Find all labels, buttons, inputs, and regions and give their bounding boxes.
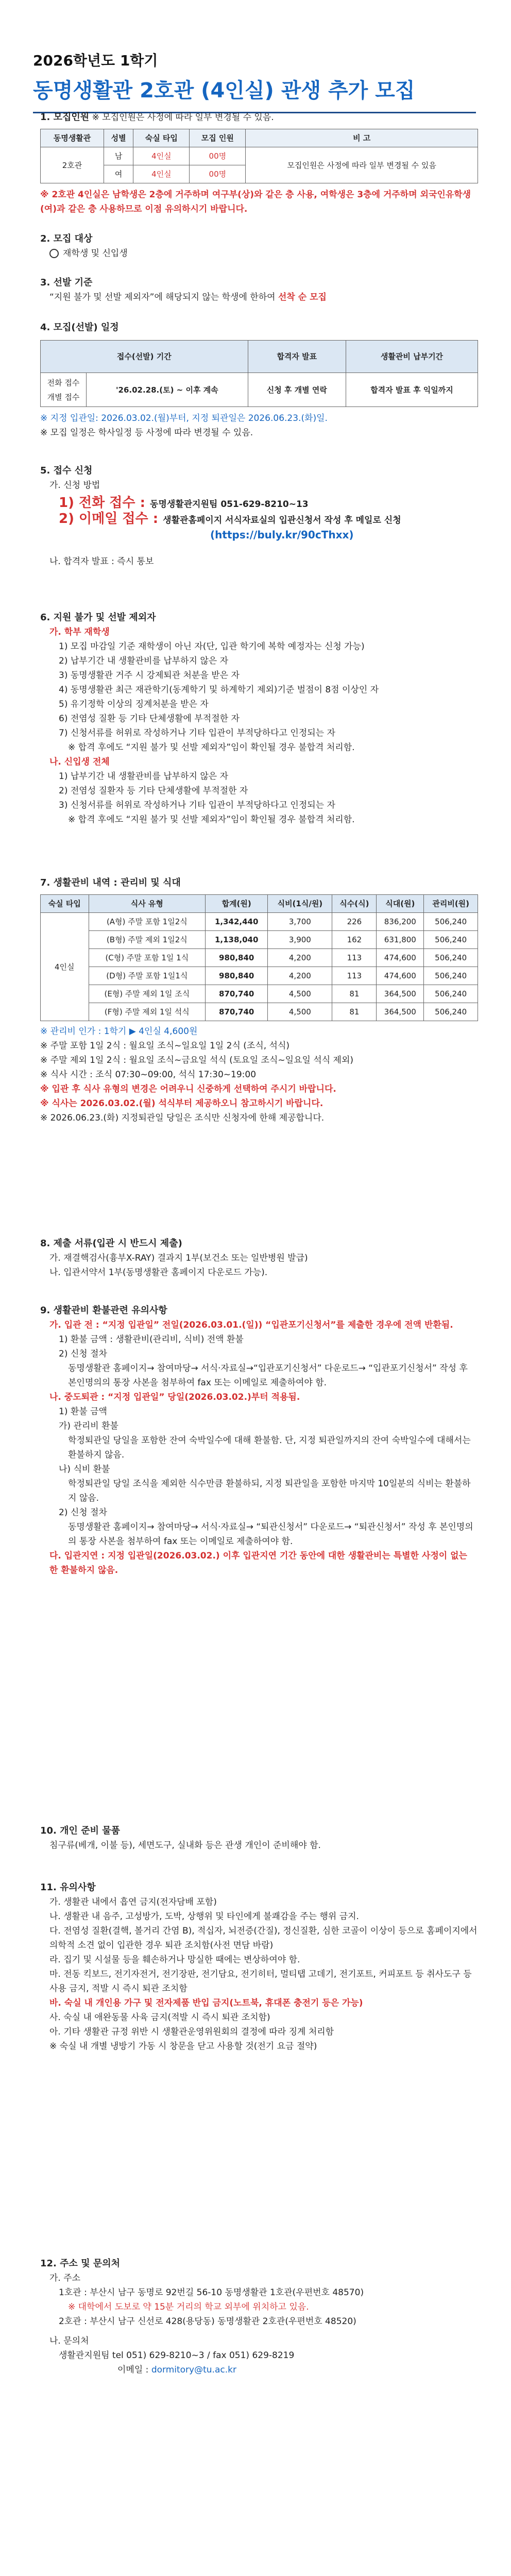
col-header: 성별 (104, 129, 133, 147)
section-criteria (40, 276, 478, 304)
contact-phone: 생활관지원팀 tel 051) 629-8210~3 / fax 051) 629-8219 (59, 2350, 295, 2361)
table-cell: (C형) 주말 포함 1일 1식 (89, 949, 206, 967)
table-cell: 전화 접수 개별 접수 (41, 373, 87, 407)
table-cell: (A형) 주말 포함 1일2식 (89, 913, 206, 931)
table-cell: 1,138,040 (206, 931, 268, 949)
table-cell: 226 (332, 913, 377, 931)
section-title: 10. 개인 준비 물품 (40, 1825, 121, 1836)
form-link[interactable]: (https://buly.kr/90cThxx) (210, 529, 354, 541)
section-title: 2. 모집 대상 (40, 233, 93, 244)
fee-note: ※ 관리비 인가 : 1학기 ▶ 4인실 4,600원 (40, 1026, 198, 1037)
section-refund (40, 1303, 478, 1578)
warning-text: ※ 숙실 내 개별 냉방기 가동 시 창문을 닫고 사용할 것(전기 요금 절약) (49, 2041, 317, 2052)
warning-text: ※ 2호관 4인실은 남학생은 2층에 거주하며 여구부(상)와 같은 층 사용, 여학생은 3층에 거주하며 외국인유학생(여)과 같은 층 사용하므로 이점 유의하시기 바랍니다. (40, 190, 471, 214)
sub-heading: 다. 입관지연 : 지정 입관일(2026.03.02.) 이후 입관지연 기간 동안에 대한 생활관비는 특별한 사정이 없는 한 환불하지 않음. (49, 1551, 467, 1575)
section-note: ※ 모집인원은 사정에 따라 일부 변경될 수 있음. (92, 112, 274, 123)
list-item: 가. 재결핵검사(흉부X-RAY) 결과지 1부(보건소 또는 일반병원 발급) (49, 1253, 308, 1263)
sub-heading: 가. 신청 방법 (49, 480, 100, 490)
list-item: 마. 전동 킥보드, 전기자전거, 전기장판, 전기담요, 전기히터, 멀티탭 고데기, 전기포트, 커피포트 등 취사도구 등 사용 금지, 적발 시 즉시 퇴관 조치함 (49, 1969, 472, 1994)
phone-value: 동명생활관지원팀 051-629-8210~13 (150, 499, 309, 510)
col-header: 생활관비 납부기간 (346, 341, 478, 373)
col-header: 숙실 타입 (41, 895, 89, 913)
fee-warning: ※ 식사는 2026.03.02.(월) 석식부터 제공하오니 참고하시기 바랍니다. (40, 1098, 323, 1109)
col-header: 모집 인원 (190, 129, 246, 147)
fee-note: ※ 주말 제외 1일 2식 : 월요일 조식~금요일 석식 (토요일 조식~일요일 석식 제외) (40, 1055, 354, 1065)
table-cell: 1,342,440 (206, 913, 268, 931)
section-fees (40, 876, 478, 1125)
table-cell: 2호관 (41, 147, 104, 183)
table-cell: 모집인원은 사정에 따라 일부 변경될 수 있음 (246, 147, 478, 183)
list-item: 학정퇴관일 당일 조식을 제외한 식수만큼 환불하되, 지정 퇴관일을 포함한 마지막 10일분의 식비는 환불하지 않음. (68, 1479, 471, 1503)
col-header: 식대(원) (377, 895, 424, 913)
sub-heading: 나. 신입생 전체 (49, 757, 110, 767)
list-item: 라. 집기 및 시설물 등을 훼손하거나 망실한 때에는 변상하여야 함. (49, 1955, 300, 1965)
section-title: 11. 유의사항 (40, 1882, 96, 1893)
table-cell: 00명 (190, 165, 246, 183)
table-cell: 3,700 (268, 913, 332, 931)
section-title: 1. 모집인원 (40, 112, 90, 123)
col-header: 합계(원) (206, 895, 268, 913)
list-item: 나. 생활관 내 음주, 고성방가, 도박, 상행위 및 타인에게 불쾌감을 주는 행위 금지. (49, 1911, 359, 1922)
schedule-table (40, 340, 478, 407)
target-item: 재학생 및 신입생 (63, 248, 128, 259)
list-item: 나) 식비 환불 (59, 1464, 110, 1475)
section-title: 8. 제출 서류(입관 시 반드시 제출) (40, 1238, 182, 1249)
table-cell: 506,240 (424, 985, 478, 1003)
sub-heading: 가. 주소 (49, 2273, 81, 2283)
sub-heading: 나. 중도퇴관 : “지정 입관일” 당일(2026.03.02.)부터 적용됨. (49, 1392, 300, 1402)
address-note: ※ 대학에서 도보로 약 15분 거리의 학교 외부에 위치하고 있음. (68, 2302, 309, 2312)
section-supplies (40, 1824, 478, 1853)
table-cell: 4,500 (268, 985, 332, 1003)
notice-year: 2026학년도 1학기 (33, 52, 158, 69)
table-cell: 870,740 (206, 1003, 268, 1021)
supplies-text: 침구류(베개, 이불 등), 세면도구, 실내화 등은 관생 개인이 준비해야 함. (49, 1840, 321, 1851)
schedule-note: ※ 지정 입관일: 2026.03.02.(월)부터, 지정 퇴관일은 2026.06.23.(화)일. (40, 413, 328, 423)
table-cell: 364,500 (377, 1003, 424, 1021)
section-title: 6. 지원 불가 및 선발 제외자 (40, 612, 156, 623)
col-header: 식수(식) (332, 895, 377, 913)
list-item: 1) 납부기간 내 생활관비를 납부하지 않은 자 (59, 771, 229, 782)
section-title: 12. 주소 및 문의처 (40, 2258, 121, 2269)
circle-bullet-icon (49, 249, 59, 258)
fee-table (40, 894, 478, 1021)
list-item: 2) 신청 절차 (59, 1349, 107, 1359)
section-contact (40, 2257, 478, 2377)
table-cell: 506,240 (424, 913, 478, 931)
contact-email-link[interactable]: dormitory@tu.ac.kr (151, 2365, 236, 2375)
table-cell: 3,900 (268, 931, 332, 949)
phone-label: 1) 전화 접수 : (59, 495, 150, 511)
table-cell: 506,240 (424, 931, 478, 949)
list-item: 다. 전염성 질환(결핵, 볼거리 간염 B), 적십자, 뇌전증(간질), 정신질환, 심한 코골이 이상이 등으로 홈페이지에서 의학적 소견 없이 입관한 경우 퇴관 조치함(사전 면담 바람) (49, 1926, 478, 1951)
list-item: 학정퇴관일 당일을 포함한 잔여 숙박일수에 대해 환불함. 단, 지정 퇴관일까지의 잔여 숙박일수에 대해서는 환불하지 않음. (68, 1435, 471, 1460)
table-cell: 113 (332, 949, 377, 967)
table-cell: 631,800 (377, 931, 424, 949)
table-cell: 4,500 (268, 1003, 332, 1021)
section-target (40, 232, 478, 261)
notice-header (33, 49, 476, 113)
announce-text: 나. 합격자 발표 : 즉시 통보 (49, 556, 154, 567)
table-cell: 신청 후 개별 연락 (248, 373, 346, 407)
table-cell: 합격자 발표 후 익일까지 (346, 373, 478, 407)
sub-heading: 나. 문의처 (49, 2336, 89, 2346)
list-item: ※ 합격 후에도 “지원 불가 및 선발 제외자”임이 확인될 경우 불합격 처리함. (68, 742, 355, 753)
table-cell: '26.02.28.(토) ~ 이후 계속 (87, 373, 248, 407)
schedule-note: ※ 모집 일정은 학사일정 등 사정에 따라 변경될 수 있음. (40, 428, 253, 438)
table-cell: (D형) 주말 포함 1일1식 (89, 967, 206, 985)
col-header: 관리비(원) (424, 895, 478, 913)
fee-warning: ※ 입관 후 식사 유형의 변경은 어려우니 신중하게 선택하여 주시기 바랍니다. (40, 1084, 336, 1094)
list-item: 가) 관리비 환불 (59, 1421, 118, 1431)
table-cell: 4인실 (133, 165, 190, 183)
recruit-table (40, 129, 478, 183)
section-title: 3. 선발 기준 (40, 277, 93, 288)
list-item: 동명생활관 홈페이지→ 참여마당→ 서식·자료실→ “퇴관신청서” 다운로드→ “퇴관신청서” 작성 후 본인명의의 통장 사본을 첨부하여 fax 또는 이메일로 제출하여야 함. (68, 1522, 473, 1547)
list-item: 가. 생활관 내에서 흡연 금지(전자담배 포함) (49, 1897, 217, 1907)
section-title: 7. 생활관비 내역 : 관리비 및 식대 (40, 877, 181, 888)
list-item: 바. 숙실 내 개인용 가구 및 전자제품 반입 금지(노트북, 휴대폰 충전기 등은 가능) (49, 1998, 363, 2008)
list-item: 나. 입관서약서 1부(동명생활관 홈페이지 다운로드 가능). (49, 1267, 268, 1278)
email-label: 2) 이메일 접수 : (59, 511, 163, 527)
table-cell: (B형) 주말 제외 1일2식 (89, 931, 206, 949)
col-header: 동명생활관 (41, 129, 104, 147)
col-header: 비 고 (246, 129, 478, 147)
table-cell: 364,500 (377, 985, 424, 1003)
list-item: 7) 신청서류를 허위로 작성하거나 기타 입관이 부적당하다고 인정되는 자 (59, 728, 335, 738)
section-title: 9. 생활관비 환불관련 유의사항 (40, 1305, 167, 1316)
table-cell: 4인실 (133, 147, 190, 165)
email-value: 생활관홈페이지 서식자료실의 입관신청서 작성 후 메일로 신청 (163, 515, 401, 526)
fee-note: ※ 주말 포함 1일 2식 : 월요일 조식~일요일 1일 2식 (조식, 석식) (40, 1041, 290, 1051)
col-header: 식사 유형 (89, 895, 206, 913)
address-item: 1호관 : 부산시 남구 동명로 92번길 56-10 동명생활관 1호관(우편번호 48570) (59, 2287, 364, 2298)
section-exclusions (40, 611, 478, 827)
address-item: 2호관 : 부산시 남구 신선로 428(용당동) 동명생활관 2호관(우편번호 48520) (59, 2316, 356, 2327)
list-item: 2) 전염성 질환자 등 기타 단체생활에 부적절한 자 (59, 786, 248, 796)
col-header: 합격자 발표 (248, 341, 346, 373)
fee-note: ※ 식사 시간 : 조식 07:30~09:00, 석식 17:30~19:00 (40, 1070, 257, 1080)
table-cell: 870,740 (206, 985, 268, 1003)
section-title: 5. 접수 신청 (40, 465, 93, 476)
list-item: 사. 숙실 내 애완동물 사육 금지(적발 시 즉시 퇴관 조치함) (49, 2012, 270, 2023)
criteria-highlight: 선착 순 모집 (278, 292, 327, 302)
table-cell: 980,840 (206, 949, 268, 967)
table-cell: 남 (104, 147, 133, 165)
sub-heading: 가. 입관 전 : “지정 입관일” 전일(2026.03.01.(일)) “입관포기신청서”를 제출한 경우에 전액 반환됨. (49, 1320, 453, 1330)
list-item: 5) 유기정학 이상의 징계처분을 받은 자 (59, 699, 209, 709)
list-item: 3) 신청서류를 허위로 작성하거나 기타 입관이 부적당하다고 인정되는 자 (59, 800, 335, 810)
col-header: 식비(1식/원) (268, 895, 332, 913)
section-cautions (40, 1880, 478, 2054)
list-item: 2) 납부기간 내 생활관비를 납부하지 않은 자 (59, 656, 229, 666)
col-header: 숙실 타입 (133, 129, 190, 147)
table-cell: 4인실 (41, 913, 89, 1021)
table-cell: 162 (332, 931, 377, 949)
email-label: 이메일 : (117, 2365, 151, 2375)
list-item: 1) 환불 금액 (59, 1406, 107, 1417)
table-cell: 474,600 (377, 949, 424, 967)
notice-title: 동명생활관 2호관 (4인실) 관생 추가 모집 (33, 79, 415, 103)
list-item: 3) 동명생활관 거주 시 강제퇴관 처분을 받은 자 (59, 670, 240, 681)
table-cell: 836,200 (377, 913, 424, 931)
table-cell: 506,240 (424, 949, 478, 967)
table-cell: 980,840 (206, 967, 268, 985)
section-title: 4. 모집(선발) 일정 (40, 322, 119, 333)
table-cell: 474,600 (377, 967, 424, 985)
section-apply (40, 464, 478, 569)
table-cell: 00명 (190, 147, 246, 165)
table-cell: 4,200 (268, 967, 332, 985)
table-cell: (F형) 주말 제외 1일 석식 (89, 1003, 206, 1021)
list-item: 2) 신청 절차 (59, 1507, 107, 1518)
list-item: ※ 합격 후에도 “지원 불가 및 선발 제외자”임이 확인될 경우 불합격 처리함. (68, 815, 355, 825)
section-recruit-count (40, 110, 478, 216)
criteria-text: “지원 불가 및 선발 제외자”에 해당되지 않는 학생에 한하여 (49, 292, 278, 302)
sub-heading: 가. 학부 재학생 (49, 627, 110, 637)
table-cell: (E형) 주말 제외 1일 조식 (89, 985, 206, 1003)
fee-note: ※ 2026.06.23.(화) 지정퇴관일 당일은 조식만 신청자에 한해 제공합니다. (40, 1113, 325, 1123)
table-cell: 여 (104, 165, 133, 183)
section-schedule (40, 320, 478, 440)
col-header: 접수(선발) 기간 (41, 341, 248, 373)
table-cell: 506,240 (424, 1003, 478, 1021)
list-item: 1) 환불 금액 : 생활관비(관리비, 식비) 전액 환불 (59, 1334, 244, 1345)
list-item: 6) 전염성 질환 등 기타 단체생활에 부적절한 자 (59, 714, 240, 724)
table-cell: 81 (332, 1003, 377, 1021)
table-cell: 506,240 (424, 967, 478, 985)
list-item: 1) 모집 마감일 기준 재학생이 아닌 자(단, 입관 학기에 복학 예정자는 신청 가능) (59, 641, 365, 652)
table-cell: 4,200 (268, 949, 332, 967)
section-documents (40, 1236, 478, 1280)
list-item: 아. 기타 생활관 규정 위반 시 생활관운영위원회의 결정에 따라 징계 처리함 (49, 2027, 334, 2037)
table-cell: 113 (332, 967, 377, 985)
list-item: 동명생활관 홈페이지→ 참여마당→ 서식·자료실→“입관포기신청서” 다운로드→ “입관포기신청서” 작성 후 본인명의의 통장 사본을 첨부하여 fax 또는 이메일로 제출하여야 함. (68, 1363, 468, 1388)
table-cell: 81 (332, 985, 377, 1003)
list-item: 4) 동명생활관 최근 재관학기(동계학기 및 하계학기 제외)기준 벌점이 8점 이상인 자 (59, 685, 379, 695)
